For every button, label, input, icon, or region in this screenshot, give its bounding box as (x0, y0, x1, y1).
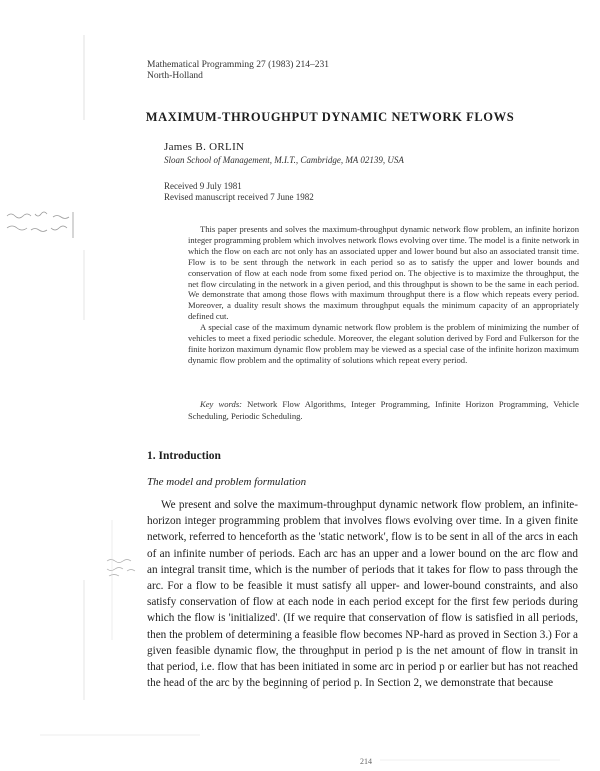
keywords-label: Key words: (200, 399, 243, 409)
author-name: James B. ORLIN (164, 141, 245, 153)
received-date: Received 9 July 1981 (164, 181, 242, 191)
author-affiliation: Sloan School of Management, M.I.T., Cambridge, MA 02139, USA (164, 155, 404, 165)
margin-annotation (5, 208, 83, 240)
keywords-text: Network Flow Algorithms, Integer Programming, Infinite Horizon Programming, Vehicle Scheduling, Periodic Scheduling. (188, 399, 579, 421)
abstract (188, 224, 579, 366)
body-text (147, 497, 578, 691)
publisher: North-Holland (147, 71, 203, 81)
abstract-paragraph: A special case of the maximum dynamic network flow problem is the problem of minimizing the number of vehicles to meet a fixed periodic schedule. Moreover, the elegant solution derived by Ford and Fulkerson for the finite horizon maximum dynamic flow problem may be viewed as a special case of the infinite horizon maximum dynamic flow problem and the optimality of solutions which repeat every period. (188, 322, 579, 365)
page-number: 214 (360, 757, 372, 766)
section-heading: 1. Introduction (147, 450, 221, 462)
revised-date: Revised manuscript received 7 June 1982 (164, 192, 314, 202)
received-dates (164, 181, 314, 203)
keywords (188, 398, 579, 422)
margin-annotation (105, 555, 145, 579)
abstract-paragraph: This paper presents and solves the maximum-throughput dynamic network flow problem, an infinite horizon integer programming problem which involves network flows evolving over time. The model is a finite network in which the flow on each arc not only has an associated upper and lower bound but also an associated transit time. Flow is to be sent through the network in each period so as to satisfy the upper and lower bounds and conservation of flow at each node from some fixed period on. The objective is to maximize the throughput, the net flow circulating in the network in a given period, and this throughput is shown to be the same in each period. We demonstrate that among those flows with maximum throughput there is a flow which repeats every period. Moreover, a duality result shows the maximum throughput equals the minimum capacity of an appropriately defined cut. (188, 224, 580, 322)
paper-title: MAXIMUM-THROUGHPUT DYNAMIC NETWORK FLOWS (145, 110, 515, 124)
subsection-heading: The model and problem formulation (147, 476, 307, 488)
body-paragraph: We present and solve the maximum-throughput dynamic network flow problem, an infinite-horizon integer programming problem that involves flows evolving over time. In a given finite network, referred to henceforth as the 'static network', flow is to be sent in all of the arcs in each of an infinite number of periods. Each arc has an upper and a lower bound on the arc flow and an integral transit time, which is the number of periods that it takes for flow to pass through the arc. For a flow to be feasible it must satisfy all upper- and lower-bound constraints, and also satisfy conservation of flow at each node in each period except for the first few periods during which the flow is 'initialized'. (If we require that conservation of flow is satisfied in all periods, then the problem of determining a feasible flow becomes NP-hard as proved in Section 3.) For a given feasible dynamic flow, the throughput in period p is the net amount of flow in transit in that period, i.e. flow that has been initiated in some arc in period p or earlier but has not reached the head of the arc by the beginning of period p. In Section 2, we demonstrate that because (147, 499, 578, 690)
keywords-paragraph (188, 398, 579, 422)
journal-header (147, 60, 329, 82)
journal-citation: Mathematical Programming 27 (1983) 214–231 (147, 60, 330, 70)
